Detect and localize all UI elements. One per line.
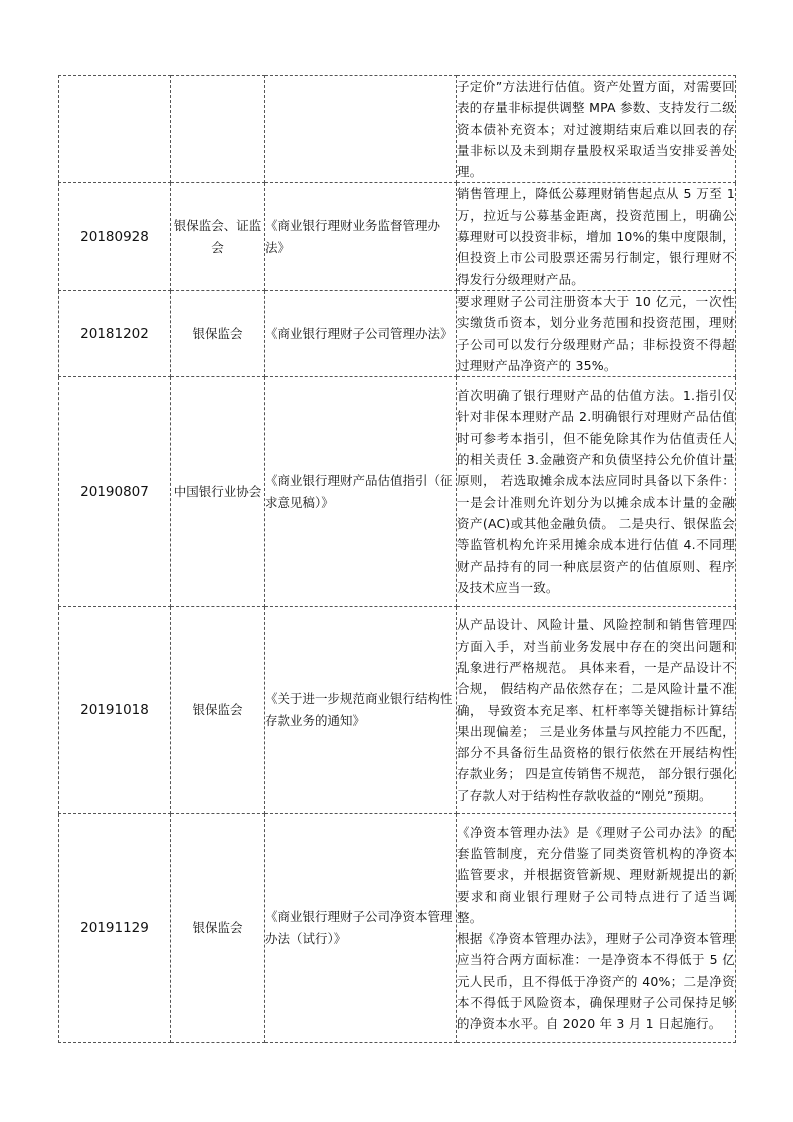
issuer-cell: 银保监会 [171, 290, 265, 376]
description-cell [457, 290, 736, 376]
table-row [59, 377, 736, 607]
description-cell [457, 814, 736, 1043]
issuer-cell [171, 76, 265, 183]
document-cell: 《关于进一步规范商业银行结构性存款业务的通知》 [265, 607, 457, 814]
description-text: 销售管理上，降低公募理财销售起点从 5 万至 1 万，拉近与公募基金距离，投资范围上，明确公募理财可以投资非标，增加 10%的集中度限制，但投资上市公司股票还需另行制定，银行理财不得发行分级理财产品。 [457, 186, 735, 287]
date-cell: 20191018 [59, 607, 171, 814]
table-row [59, 183, 736, 290]
issuer-cell: 银保监会 [171, 607, 265, 814]
table-row [59, 290, 736, 376]
description-text: 子定价”方法进行估值。资产处置方面，对需要回表的存量非标提供调整 MPA 参数、支持发行二级资本债补充资本；对过渡期结束后难以回表的存量非标以及未到期存量股权采取适当安排妥善处理。 [457, 79, 735, 180]
description-text: 根据《净资本管理办法》，理财子公司净资本管理应当符合两方面标准：一是净资本不得低于 5 亿元人民币，且不得低于净资产的 40%；二是净资本不得低于风险资本，确保理财子公司保持足够的净资本水平。自 2020 年 3 月 1 日起施行。 [457, 931, 735, 1032]
description-cell [457, 183, 736, 290]
document-cell: 《商业银行理财产品估值指引（征求意见稿）》 [265, 377, 457, 607]
issuer-cell: 中国银行业协会 [171, 377, 265, 607]
date-cell: 20190807 [59, 377, 171, 607]
description-text: 要求理财子公司注册资本大于 10 亿元，一次性实缴货币资本，划分业务范围和投资范围，理财子公司可以发行分级理财产品；非标投资不得超过理财产品净资产的 35%。 [457, 293, 735, 373]
date-cell [59, 76, 171, 183]
issuer-cell: 银保监会、证监会 [171, 183, 265, 290]
table-row [59, 814, 736, 1043]
issuer-cell: 银保监会 [171, 814, 265, 1043]
table-row [59, 607, 736, 814]
table-row [59, 76, 736, 183]
date-cell: 20180928 [59, 183, 171, 290]
document-cell: 《商业银行理财业务监督管理办法》 [265, 183, 457, 290]
document-cell [265, 76, 457, 183]
document-cell: 《商业银行理财子公司管理办法》 [265, 290, 457, 376]
description-cell [457, 607, 736, 814]
date-cell: 20191129 [59, 814, 171, 1043]
regulation-table [58, 75, 736, 1043]
document-cell: 《商业银行理财子公司净资本管理办法（试行）》 [265, 814, 457, 1043]
description-cell [457, 76, 736, 183]
description-cell [457, 377, 736, 607]
description-text: 从产品设计、风险计量、风险控制和销售管理四方面入手，对当前业务发展中存在的突出问题和乱象进行严格规范。 具体来看，一是产品设计不合规， 假结构产品依然存在；二是风险计量不准确， 导致资本充足率、杠杆率等关键指标计算结果出现偏差； 三是业务体量与风控能力不匹配，部分不具备衍生品资格的银行依然在开展结构性存款业务； 四是宣传销售不规范， 部分银行强化了存款人对于结构性存款收益的“刚兑”预期。 [457, 617, 735, 803]
description-text: 《净资本管理办法》是《理财子公司办法》的配套监管制度，充分借鉴了同类资管机构的净资本监管要求，并根据资管新规、理财新规提出的新要求和商业银行理财子公司特点进行了适当调整。 [457, 824, 735, 925]
date-cell: 20181202 [59, 290, 171, 376]
description-text: 首次明确了银行理财产品的估值方法。1.指引仅针对非保本理财产品 2.明确银行对理财产品估值时可参考本指引，但不能免除其作为估值责任人的相关责任 3.金融资产和负债坚持公允价值计量原则， 若选取摊余成本法应同时具备以下条件： 一是会计准则允许划分为以摊余成本计量的金融资产(AC)或其他金融负债。 二是央行、银保监会等监管机构允许采用摊余成本进行估值 4.不同理财产品持有的同一种底层资产的估值原则、程序及技术应当一致。 [457, 388, 735, 595]
